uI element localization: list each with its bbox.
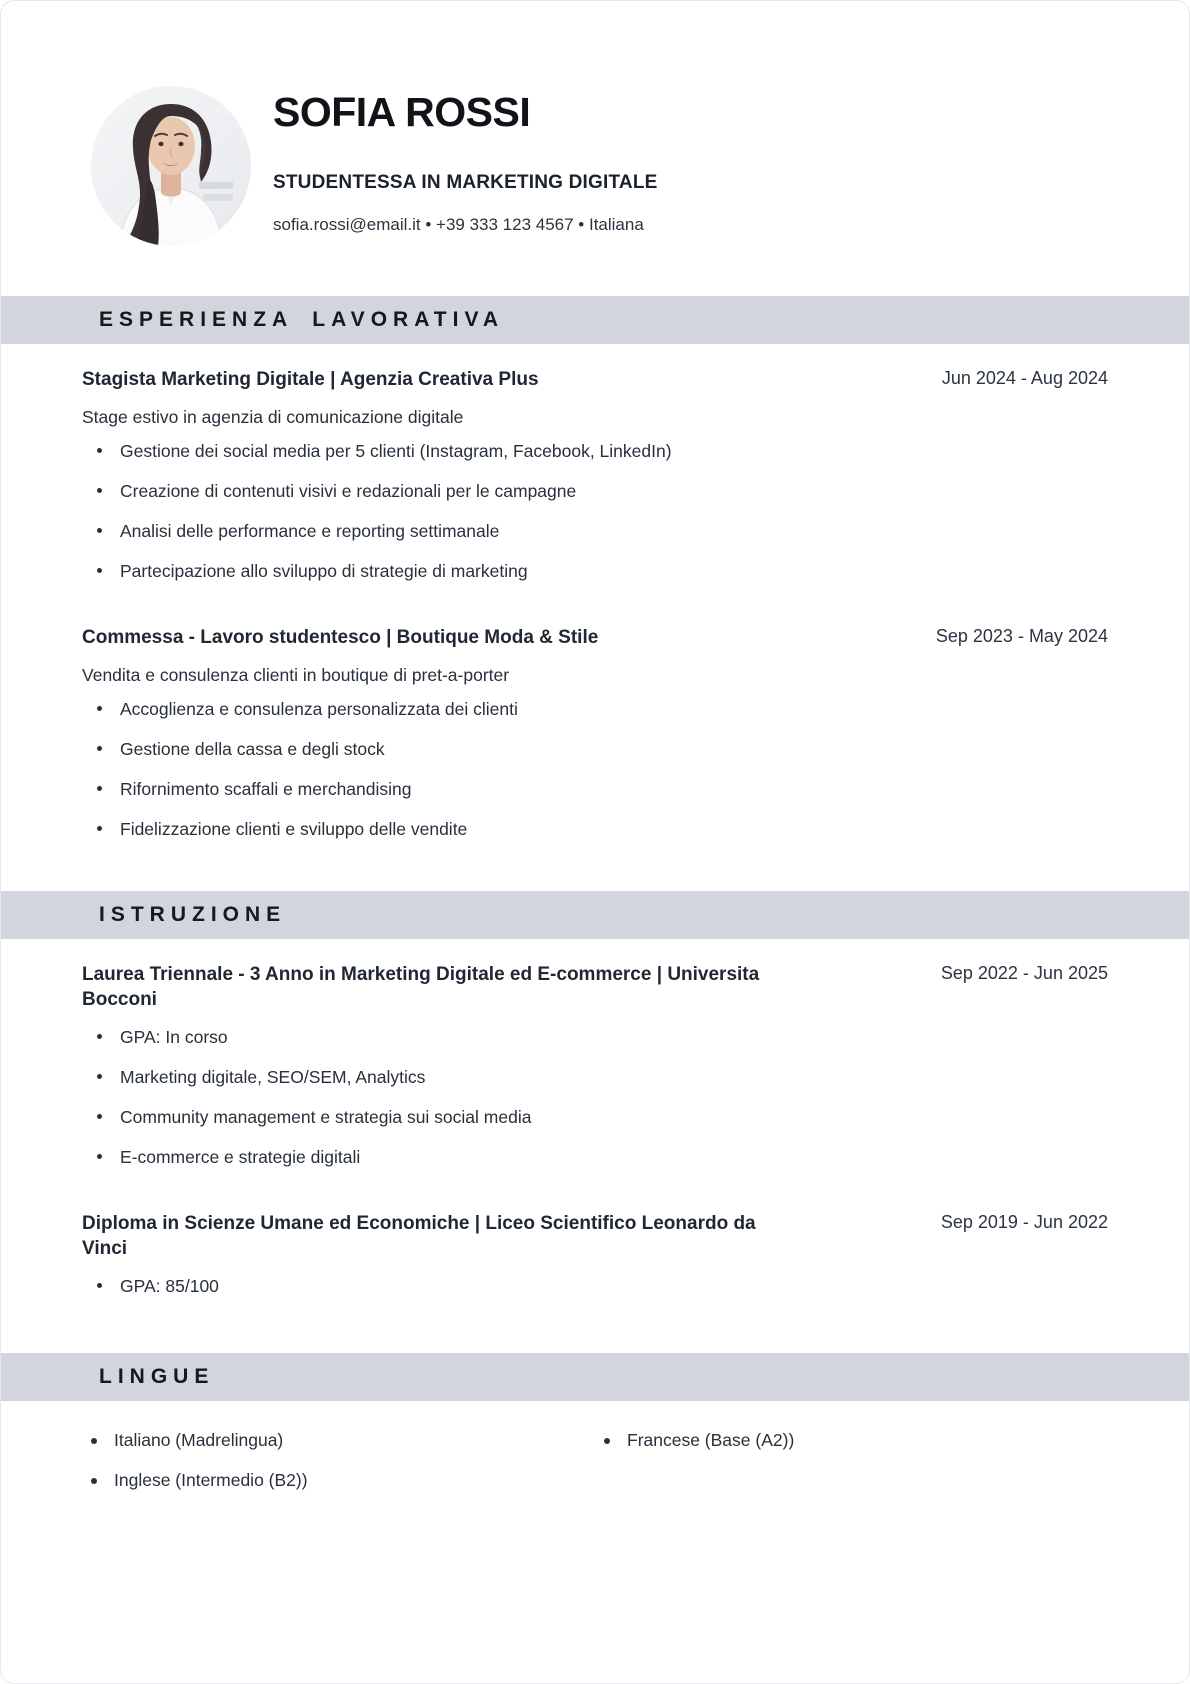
bullet-item: GPA: 85/100 <box>82 1275 1108 1298</box>
experience-entry <box>82 625 1108 841</box>
person-name: SOFIA ROSSI <box>273 89 531 135</box>
entry-date: Sep 2022 - Jun 2025 <box>940 962 1108 983</box>
bullet-item: Marketing digitale, SEO/SEM, Analytics <box>82 1066 1108 1089</box>
entry-date: Sep 2019 - Jun 2022 <box>940 1211 1108 1232</box>
bullet-item: Rifornimento scaffali e merchandising <box>82 778 1108 801</box>
resume-header <box>1 1 1189 246</box>
entry-head <box>82 1211 1108 1261</box>
bullet-item: Accoglienza e consulenza personalizzata dei clienti <box>82 698 1108 721</box>
section-heading-languages: LINGUE <box>99 1364 215 1388</box>
bullet-item: Partecipazione allo sviluppo di strategie di marketing <box>82 560 1108 583</box>
language-item: Italiano (Madrelingua) <box>82 1429 595 1452</box>
section-body-languages <box>1 1401 1189 1509</box>
section-bar-languages <box>1 1353 1189 1401</box>
entry-date: Jun 2024 - Aug 2024 <box>941 368 1108 388</box>
bullet-item: GPA: In corso <box>82 1026 1108 1049</box>
entry-head <box>82 962 1108 1012</box>
language-item: Inglese (Intermedio (B2)) <box>82 1469 595 1492</box>
contact-line: sofia.rossi@email.it • +39 333 123 4567 • Italiana <box>273 215 644 234</box>
entry-date: Sep 2023 - May 2024 <box>935 625 1108 646</box>
entry-bullet-list <box>82 1275 1108 1298</box>
entry-subtitle: Stage estivo in agenzia di comunicazione digitale <box>82 407 464 428</box>
section-bar-education <box>1 891 1189 939</box>
language-item: Francese (Base (A2)) <box>595 1429 1108 1452</box>
bullet-item: Fidelizzazione clienti e sviluppo delle vendite <box>82 818 1108 841</box>
section-bar-experience <box>1 296 1189 344</box>
bullet-item: Community management e strategia sui social media <box>82 1106 1108 1129</box>
entry-title: Commessa - Lavoro studentesco | Boutique Moda & Stile <box>82 626 599 648</box>
education-entry <box>82 962 1108 1169</box>
bullet-item: Creazione di contenuti visivi e redazionali per le campagne <box>82 480 1108 503</box>
entry-bullet-list <box>82 698 1108 841</box>
section-body-experience <box>1 344 1189 891</box>
entry-title: Diploma in Scienze Umane ed Economiche | Liceo Scientifico Leonardo da Vinci <box>82 1212 756 1259</box>
profile-photo-illustration <box>91 86 251 246</box>
profile-photo <box>91 86 251 246</box>
section-body-education <box>1 939 1189 1353</box>
entry-bullet-list <box>82 440 1108 583</box>
bullet-item: Gestione dei social media per 5 clienti (Instagram, Facebook, LinkedIn) <box>82 440 1108 463</box>
section-heading-experience: ESPERIENZA LAVORATIVA <box>99 308 505 331</box>
entry-title: Stagista Marketing Digitale | Agenzia Creativa Plus <box>82 369 539 390</box>
bullet-item: Analisi delle performance e reporting settimanale <box>82 520 1108 543</box>
bullet-item: E-commerce e strategie digitali <box>82 1146 1108 1169</box>
person-role: STUDENTESSA IN MARKETING DIGITALE <box>273 172 658 193</box>
entry-head <box>82 625 1108 650</box>
entry-title: Laurea Triennale - 3 Anno in Marketing Digitale ed E-commerce | Universita Bocconi <box>82 963 760 1010</box>
language-list <box>82 1429 1108 1509</box>
entry-bullet-list <box>82 1026 1108 1169</box>
entry-subtitle: Vendita e consulenza clienti in boutique di pret-a-porter <box>82 664 510 685</box>
bullet-item: Gestione della cassa e degli stock <box>82 738 1108 761</box>
section-heading-education: ISTRUZIONE <box>99 902 287 926</box>
header-text-block <box>273 86 658 235</box>
entry-head <box>82 367 1108 392</box>
experience-entry <box>82 367 1108 583</box>
education-entry <box>82 1211 1108 1298</box>
